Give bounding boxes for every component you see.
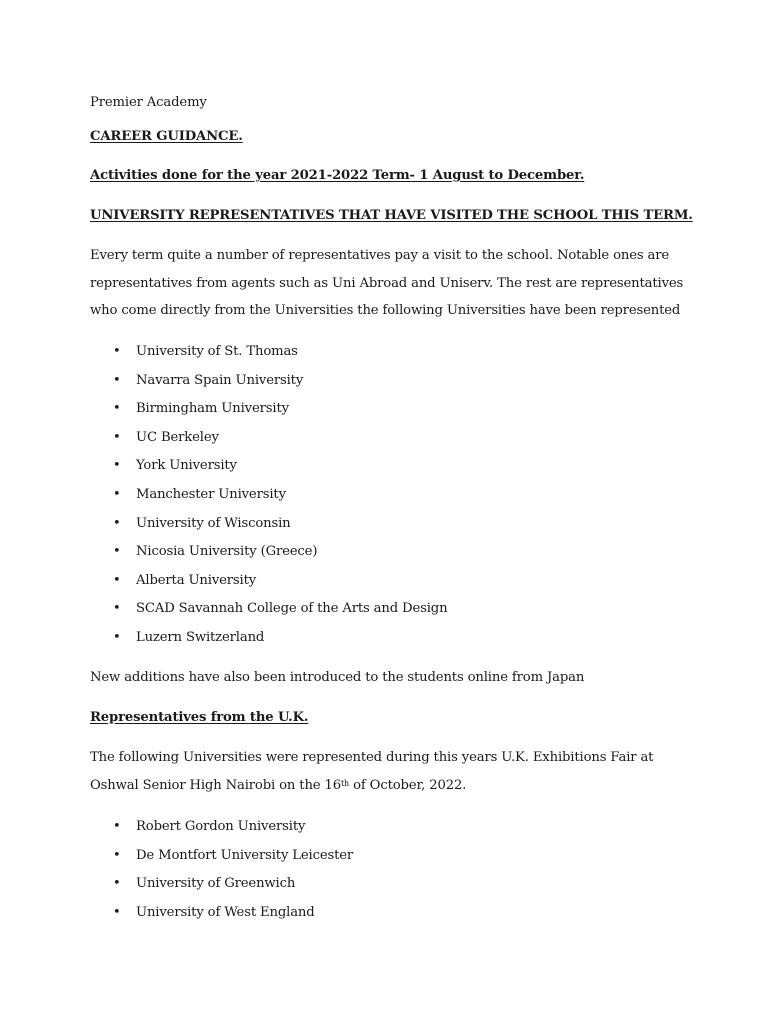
bullet-icon: •: [113, 344, 121, 359]
uk-line: The following Universities were represented during this years U.K. Exhibitions Fair at: [90, 750, 654, 765]
university-name: Navarra Spain University: [136, 372, 304, 388]
university-name: University of West England: [136, 904, 315, 920]
intro-line: who come directly from the Universities the following Universities have been represented: [90, 303, 681, 318]
intro-paragraph: [90, 242, 690, 325]
bullet-icon: •: [113, 572, 121, 588]
university-name: Alberta University: [136, 572, 257, 588]
list-item: [90, 430, 447, 459]
bullet-icon: •: [113, 904, 121, 920]
list-item: [90, 905, 353, 934]
bullet-icon: •: [113, 876, 121, 892]
ordinal-suffix: th: [340, 778, 350, 788]
uk-line: [90, 772, 690, 800]
university-name: Robert Gordon University: [136, 819, 306, 834]
list-item: [90, 630, 447, 659]
list-item: [90, 401, 447, 430]
intro-line: Every term quite a number of representatives pay a visit to the school. Notable ones are: [90, 248, 670, 263]
university-name: York University: [136, 458, 237, 474]
uk-paragraph: [90, 744, 690, 799]
school-name: Premier Academy: [90, 95, 207, 110]
list-item: [90, 876, 353, 905]
bullet-icon: •: [113, 601, 121, 617]
university-name: Manchester University: [136, 486, 286, 502]
bullet-icon: •: [113, 429, 121, 445]
activities-heading: Activities done for the year 2021-2022 Term- 1 August to December.: [90, 168, 585, 183]
intro-line: representatives from agents such as Uni Abroad and Uniserv. The rest are representatives: [90, 275, 684, 291]
university-name: De Montfort University Leicester: [136, 847, 354, 863]
list-item: [90, 458, 447, 487]
uk-line-end: of October, 2022.: [349, 777, 467, 793]
list-item: [90, 373, 447, 402]
list-item: [90, 819, 353, 848]
bullet-icon: •: [113, 458, 121, 474]
bullet-icon: •: [113, 372, 121, 388]
list-item: [90, 573, 447, 602]
list-item: [90, 516, 447, 545]
bullet-icon: •: [113, 401, 121, 417]
reps-heading: UNIVERSITY REPRESENTATIVES THAT HAVE VISITED THE SCHOOL THIS TERM.: [90, 208, 693, 223]
list-item: [90, 544, 447, 573]
bullet-icon: •: [113, 819, 121, 834]
uk-heading: Representatives from the U.K.: [90, 710, 309, 725]
university-name: University of St. Thomas: [136, 344, 298, 359]
list-item: [90, 344, 447, 373]
uk-line-start: Oshwal Senior High Nairobi on the 16: [90, 777, 341, 793]
bullet-icon: •: [113, 629, 121, 645]
university-name: SCAD Savannah College of the Arts and Design: [136, 601, 448, 617]
university-name: Luzern Switzerland: [136, 629, 265, 645]
university-name: University of Wisconsin: [136, 515, 291, 531]
list-item: [90, 848, 353, 877]
bullet-icon: •: [113, 544, 121, 560]
bullet-icon: •: [113, 847, 121, 863]
university-name: University of Greenwich: [136, 876, 296, 892]
japan-note: New additions have also been introduced to the students online from Japan: [90, 670, 585, 685]
university-name: Birmingham University: [136, 401, 289, 417]
list-item: [90, 601, 447, 630]
university-name: Nicosia University (Greece): [136, 544, 318, 560]
section-title: CAREER GUIDANCE.: [90, 129, 243, 144]
university-name: UC Berkeley: [136, 429, 219, 445]
uk-university-list: [90, 819, 353, 933]
university-list: [90, 344, 447, 659]
bullet-icon: •: [113, 515, 121, 531]
bullet-icon: •: [113, 486, 121, 502]
list-item: [90, 487, 447, 516]
